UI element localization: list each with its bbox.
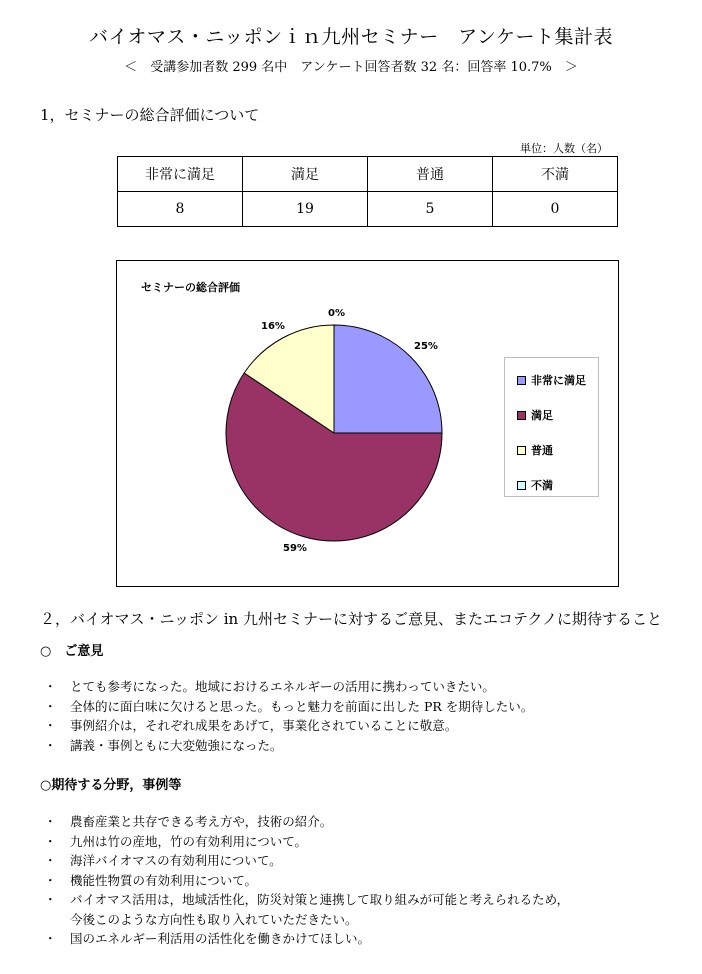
pct-label-very-satisfied: 25%	[414, 341, 438, 352]
chart-legend	[504, 357, 599, 497]
legend-item	[517, 372, 586, 388]
legend-swatch	[517, 376, 526, 385]
table-cell: 5	[368, 192, 493, 227]
table-cell: 0	[493, 192, 618, 227]
table-cell: 19	[243, 192, 368, 227]
opinion-heading: ○ ご意見	[40, 644, 104, 659]
page-title: バイオマス・ニッポンｉｎ九州セミナー アンケート集計表	[88, 26, 614, 48]
legend-label: 不満	[531, 479, 553, 492]
expectation-list	[44, 812, 684, 949]
list-item: ・ 講義・事例ともに大変勉強になった。	[44, 737, 283, 753]
table-header-cell: 普通	[368, 157, 493, 192]
table-header-cell: 非常に満足	[118, 157, 243, 192]
list-item: ・ 海洋バイオマスの有効利用について。	[44, 853, 282, 868]
list-item: ・ 農畜産業と共存できる考え方や，技術の紹介。	[44, 814, 333, 829]
legend-label: 満足	[531, 409, 553, 422]
table-row	[118, 192, 618, 227]
legend-item	[517, 407, 553, 423]
pie-chart	[116, 260, 619, 587]
list-item: ・ バイオマス活用は，地域活性化，防災対策と連携して取り組みが可能と考えられるため， 今後このような方向性も取り入れていただきたい。	[44, 892, 570, 927]
list-item-continuation: 今後このような方向性も取り入れていただきたい。	[70, 911, 358, 927]
legend-label: 非常に満足	[531, 374, 586, 387]
legend-swatch	[517, 446, 526, 455]
list-item: ・ 機能性物質の有効利用について。	[44, 872, 258, 888]
evaluation-table	[117, 156, 618, 227]
legend-label: 普通	[531, 444, 553, 457]
legend-swatch	[517, 411, 526, 420]
pct-label-normal: 16%	[261, 321, 285, 332]
table-header-row	[118, 157, 618, 192]
pct-label-satisfied: 59%	[283, 543, 307, 554]
response-summary: ＜ 受講参加者数 299 名中 アンケート回答者数 32 名：回答率 10.7% ＞	[124, 60, 578, 75]
table-cell: 8	[118, 192, 243, 227]
section2-heading: ２，バイオマス・ニッポン in 九州セミナーに対するご意見、またエコテクノに期待すること	[40, 610, 663, 628]
opinion-list	[44, 677, 684, 755]
legend-item	[517, 442, 553, 458]
table-header-cell: 満足	[243, 157, 368, 192]
list-item: ・ 九州は竹の産地，竹の有効利用について。	[44, 833, 308, 849]
legend-swatch	[517, 481, 526, 490]
legend-item	[517, 477, 553, 493]
table-header-cell: 不満	[493, 157, 618, 192]
expectation-heading: ○期待する分野，事例等	[40, 778, 182, 793]
section1-heading: 1，セミナーの総合評価について	[40, 106, 260, 124]
list-item: ・ 国のエネルギー利活用の活性化を働きかけてほしい。	[44, 931, 371, 946]
list-item: ・ 事例紹介は，それぞれ成果をあげて，事業化されていることに敬意。	[44, 718, 458, 733]
pct-label-dissatisfied: 0%	[328, 308, 345, 319]
list-item: ・ とても参考になった。地域におけるエネルギーの活用に携わっていきたい。	[44, 679, 495, 694]
chart-title: セミナーの総合評価	[141, 281, 240, 294]
list-item: ・ 全体的に面白味に欠けると思った。もっと魅力を前面に出した PR を期待したい。	[44, 698, 534, 714]
unit-label: 単位：人数（名）	[520, 142, 608, 155]
